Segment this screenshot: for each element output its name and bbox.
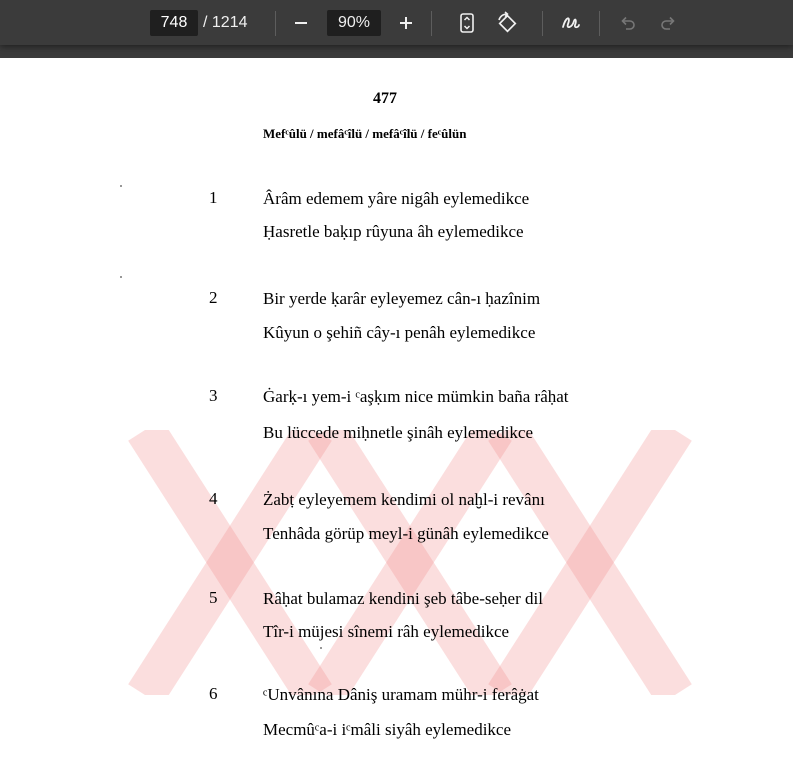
verse-line: Bir yerde ḳarâr eyleyemez cân-ı ḥazînim (263, 289, 541, 308)
fit-page-icon (457, 12, 477, 34)
rotate-icon (495, 11, 519, 35)
toolbar-divider (275, 11, 276, 36)
verse-line: Bu lüccede miḥnetle şinâh eylemedikce (263, 423, 534, 442)
verse-line: Ġarḳ-ı yem-i ᶜaşḳım nice mümkin baña râḥat (263, 387, 569, 406)
page-total-label: / 1214 (203, 14, 248, 31)
page-number-input[interactable]: 748 (150, 10, 198, 36)
toolbar-divider (542, 11, 543, 36)
zoom-in-button[interactable] (392, 9, 420, 37)
verse-line: Żabṭ eyleyemem kendimi ol naḫl-i revânı (263, 490, 545, 509)
verse-line: Râḥat bulamaz kendini şeb tâbe-seḥer dil (263, 589, 543, 608)
stanza-number: 1 (209, 188, 218, 207)
stanza-number: 4 (209, 489, 218, 508)
zoom-in-icon (398, 15, 414, 31)
redo-button[interactable] (654, 9, 682, 37)
verse-line: ᶜUnvânına Dâniş uramam mühr-i ferâġat (263, 685, 539, 704)
fit-page-button[interactable] (453, 9, 481, 37)
verse-line: Tîr-i müjesi sînemi râh eylemedikce (263, 622, 510, 641)
watermark (125, 430, 695, 695)
undo-icon (619, 15, 637, 31)
draw-icon (560, 12, 582, 34)
verse-line: Ḥasretle baḳıp rûyuna âh eylemedikce (263, 222, 524, 241)
meter-line: Mefᶜûlü / mefâᶜîlü / mefâᶜîlü / feᶜûlün (263, 126, 467, 141)
zoom-out-icon (293, 15, 309, 31)
stanza-number: 5 (209, 588, 218, 607)
rotate-button[interactable] (493, 9, 521, 37)
draw-button[interactable] (557, 9, 585, 37)
pdf-toolbar (0, 0, 793, 45)
stanza-number: 6 (209, 684, 218, 703)
scan-speck (120, 276, 122, 278)
stanza-number: 2 (209, 288, 218, 307)
toolbar-divider (599, 11, 600, 36)
redo-icon (659, 15, 677, 31)
page-title: 477 (373, 90, 397, 107)
verse-line: Ârâm edemem yâre nigâh eylemedikce (263, 189, 530, 208)
verse-line: Mecmûᶜa-i iᶜmâli siyâh eylemedikce (263, 720, 512, 739)
pdf-page (0, 58, 793, 764)
scan-speck (120, 185, 122, 187)
zoom-out-button[interactable] (287, 9, 315, 37)
verse-line: Kûyun o şehiñ cây-ı penâh eylemedikce (263, 323, 536, 342)
zoom-input[interactable]: 90% (327, 10, 381, 36)
viewer-background (0, 45, 793, 58)
scan-speck (320, 647, 322, 649)
stanza-number: 3 (209, 386, 218, 405)
undo-button[interactable] (614, 9, 642, 37)
toolbar-divider (431, 11, 432, 36)
verse-line: Tenhâda görüp meyl-i günâh eylemedikce (263, 524, 549, 543)
